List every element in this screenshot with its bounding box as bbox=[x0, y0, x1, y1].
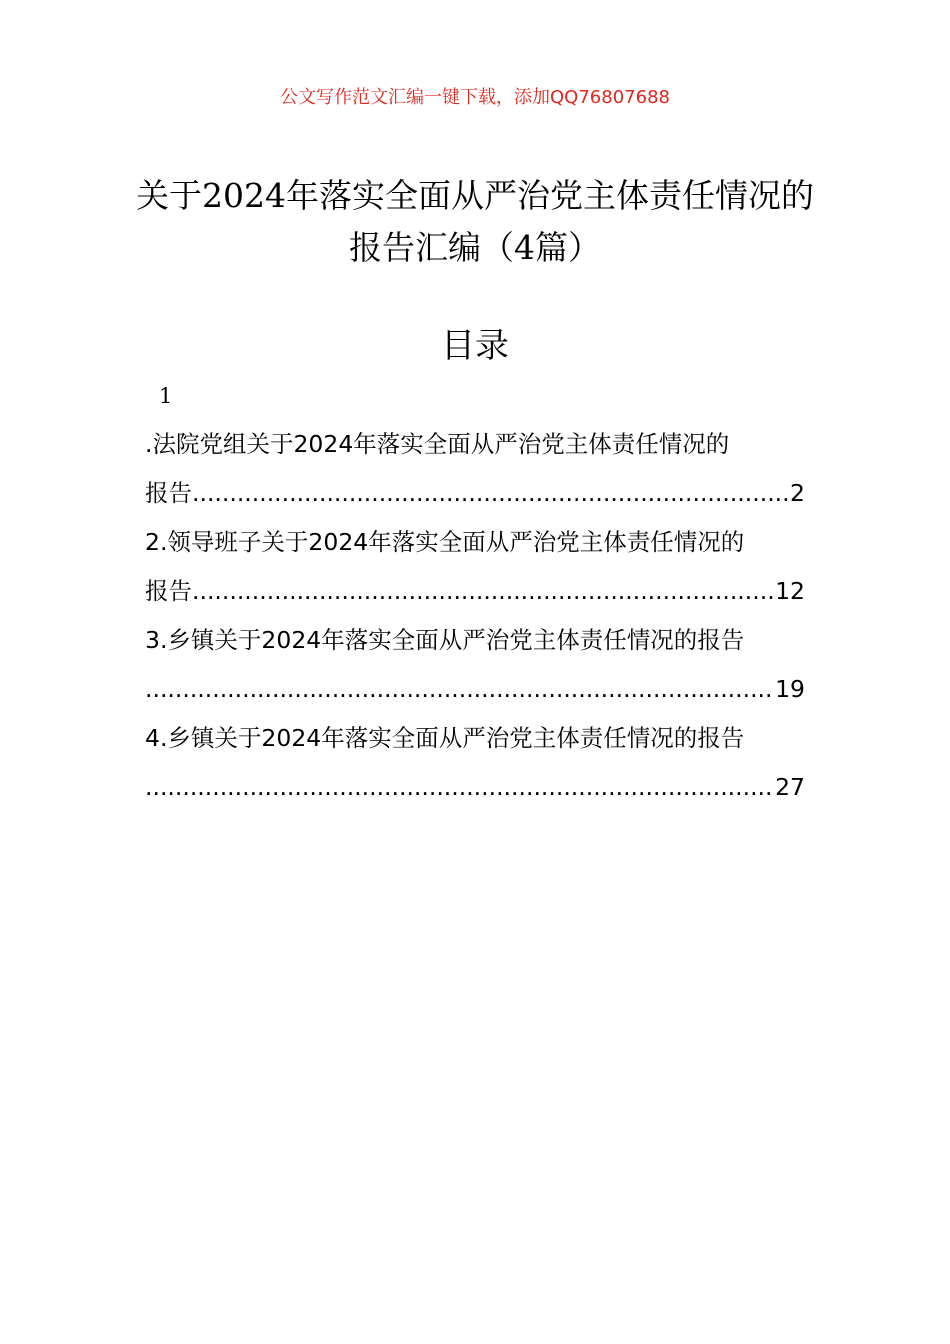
toc-entry-title: 3.乡镇关于2024年落实全面从严治党主体责任情况的报告 bbox=[145, 626, 745, 654]
document-title: 关于2024年落实全面从严治党主体责任情况的报告汇编（4篇） bbox=[136, 176, 814, 267]
toc-page-number: 27 bbox=[775, 773, 805, 801]
toc-entry[interactable] bbox=[145, 420, 805, 518]
dot-leader bbox=[192, 469, 788, 518]
toc-entry-number: 1 bbox=[159, 384, 173, 408]
toc-entry-leader-line bbox=[145, 469, 805, 518]
toc-entry[interactable] bbox=[145, 518, 805, 616]
toc-page-number: 19 bbox=[775, 675, 805, 703]
toc-page-number: 12 bbox=[775, 577, 805, 605]
toc-entry-leader-line bbox=[145, 665, 805, 714]
toc-entry-title-cont: 报告 bbox=[145, 577, 192, 605]
toc-entry-title: 2.领导班子关于2024年落实全面从严治党主体责任情况的 bbox=[145, 528, 745, 556]
toc-entry-title: .法院党组关于2024年落实全面从严治党主体责任情况的 bbox=[145, 430, 730, 458]
toc-entry[interactable] bbox=[145, 714, 805, 812]
toc-entry-title: 4.乡镇关于2024年落实全面从严治党主体责任情况的报告 bbox=[145, 724, 745, 752]
table-of-contents bbox=[145, 420, 805, 812]
toc-entry-leader-line bbox=[145, 567, 805, 616]
dot-leader bbox=[192, 567, 773, 616]
dot-leader bbox=[145, 665, 773, 714]
toc-entry[interactable] bbox=[145, 616, 805, 714]
toc-heading: 目录 bbox=[441, 326, 509, 366]
dot-leader bbox=[145, 763, 773, 812]
toc-entry-title-cont: 报告 bbox=[145, 479, 192, 507]
download-banner: 公文写作范文汇编一键下载，添加QQ76807688 bbox=[280, 87, 670, 108]
toc-page-number: 2 bbox=[790, 479, 805, 507]
toc-entry-leader-line bbox=[145, 763, 805, 812]
